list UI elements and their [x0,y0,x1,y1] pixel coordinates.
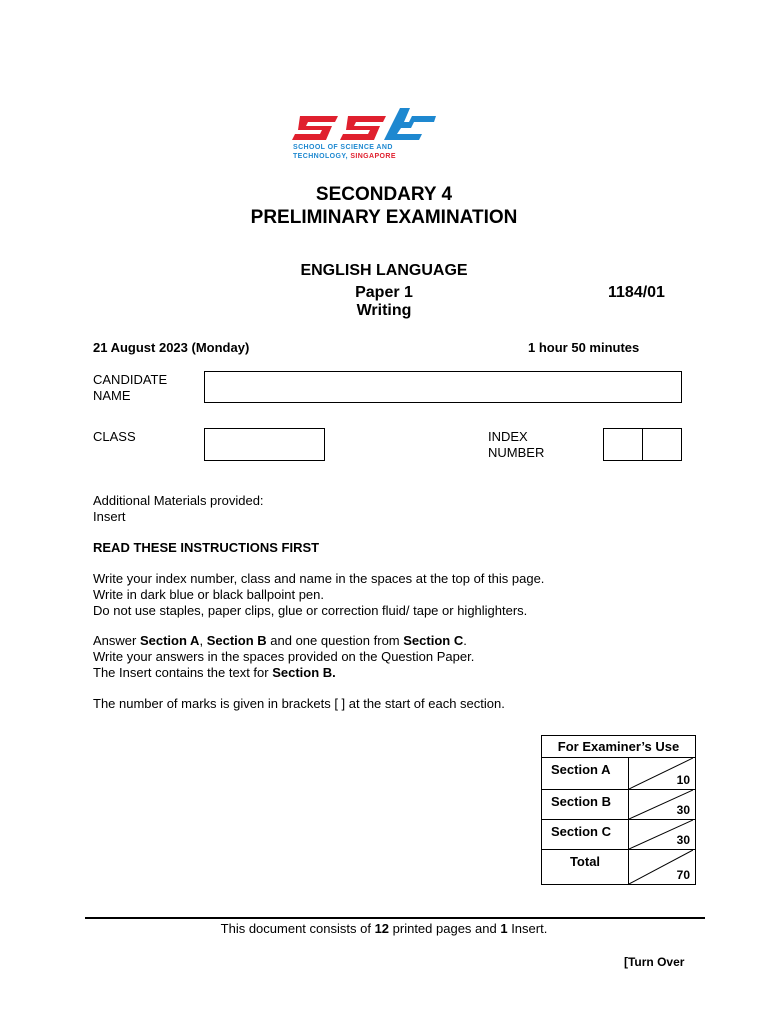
examiner-mark-cell[interactable] [629,850,696,885]
turn-over: [Turn Over [624,955,685,969]
examiner-row-label: Section B [542,790,629,820]
section-b-ref: Section B [206,633,267,648]
instructions-paragraph-2 [93,633,474,681]
footer-rule [85,917,705,919]
examiner-mark-cell[interactable] [629,758,696,790]
instruction-text: The Insert contains the text for [93,665,273,680]
instruction-line: Do not use staples, paper clips, glue or correction fluid/ tape or highlighters. [93,603,528,618]
exam-duration: 1 hour 50 minutes [528,340,640,355]
instructions-heading: READ THESE INSTRUCTIONS FIRST [93,540,320,555]
footer-page-count [0,921,768,937]
instruction-line: Write your index number, class and name in the spaces at the top of this page. [93,571,545,586]
school-logo [290,102,440,164]
subject-title: ENGLISH LANGUAGE [300,262,468,279]
examiner-row-label: Section A [542,758,629,790]
logo-text-line-1: SCHOOL OF SCIENCE AND [293,144,393,151]
instruction-line [93,633,474,649]
instruction-text: and one question from [266,633,404,648]
section-b-ref: Section B. [272,665,336,680]
instruction-text: Answer [93,633,140,648]
materials-label: Additional Materials provided: [93,493,264,508]
exam-level: SECONDARY 4 [315,184,453,205]
index-box-divider [642,429,643,460]
logo-text-line-2 [293,153,396,160]
instruction-line [93,665,474,681]
paper-code: 1184/01 [608,284,665,301]
instruction-text: . [463,633,467,648]
class-box[interactable] [204,428,325,461]
logo-text-technology: TECHNOLOGY, [293,153,351,160]
instruction-line: Write your answers in the spaces provided on the Question Paper. [93,649,475,664]
examiner-table-title: For Examiner’s Use [542,736,696,758]
examiner-row-marks: 10 [676,773,690,787]
footer-text: This document consists of [220,921,375,936]
examiner-mark-cell[interactable] [629,820,696,850]
examiner-row-label: Section C [542,820,629,850]
instructions-paragraph-1 [93,571,544,619]
exam-date: 21 August 2023 (Monday) [93,340,250,355]
candidate-label-line-1: CANDIDATE [93,372,168,387]
index-label-line-2: NUMBER [488,445,545,460]
candidate-name-box[interactable] [204,371,682,403]
index-label-line-1: INDEX [488,429,528,444]
footer-text: Insert. [507,921,548,936]
candidate-name-label [93,372,167,404]
footer-pages: 12 [374,921,390,936]
section-c-ref: Section C [403,633,464,648]
instruction-text: , [199,633,207,648]
paper-number: Paper 1 [355,284,413,301]
examiner-row-label: Total [542,850,629,885]
materials-item: Insert [93,509,126,524]
exam-title: PRELIMINARY EXAMINATION [250,207,518,228]
section-a-ref: Section A [139,633,200,648]
instructions-paragraph-3: The number of marks is given in brackets [ ] at the start of each section. [93,696,505,711]
index-number-label [488,429,544,461]
instruction-line: Write in dark blue or black ballpoint pen. [93,587,324,602]
candidate-label-line-2: NAME [93,388,131,403]
examiner-use-table [541,735,696,885]
examiner-mark-cell[interactable] [629,790,696,820]
additional-materials [93,493,264,525]
examiner-row-marks: 70 [676,868,690,882]
examiner-row-marks: 30 [676,833,690,847]
examiner-row-marks: 30 [676,803,690,817]
footer-inserts: 1 [500,921,508,936]
footer-text: printed pages and [389,921,501,936]
class-label: CLASS [93,429,136,444]
logo-text-singapore: SINGAPORE [350,153,396,160]
paper-component: Writing [356,302,412,319]
index-number-box[interactable] [603,428,682,461]
